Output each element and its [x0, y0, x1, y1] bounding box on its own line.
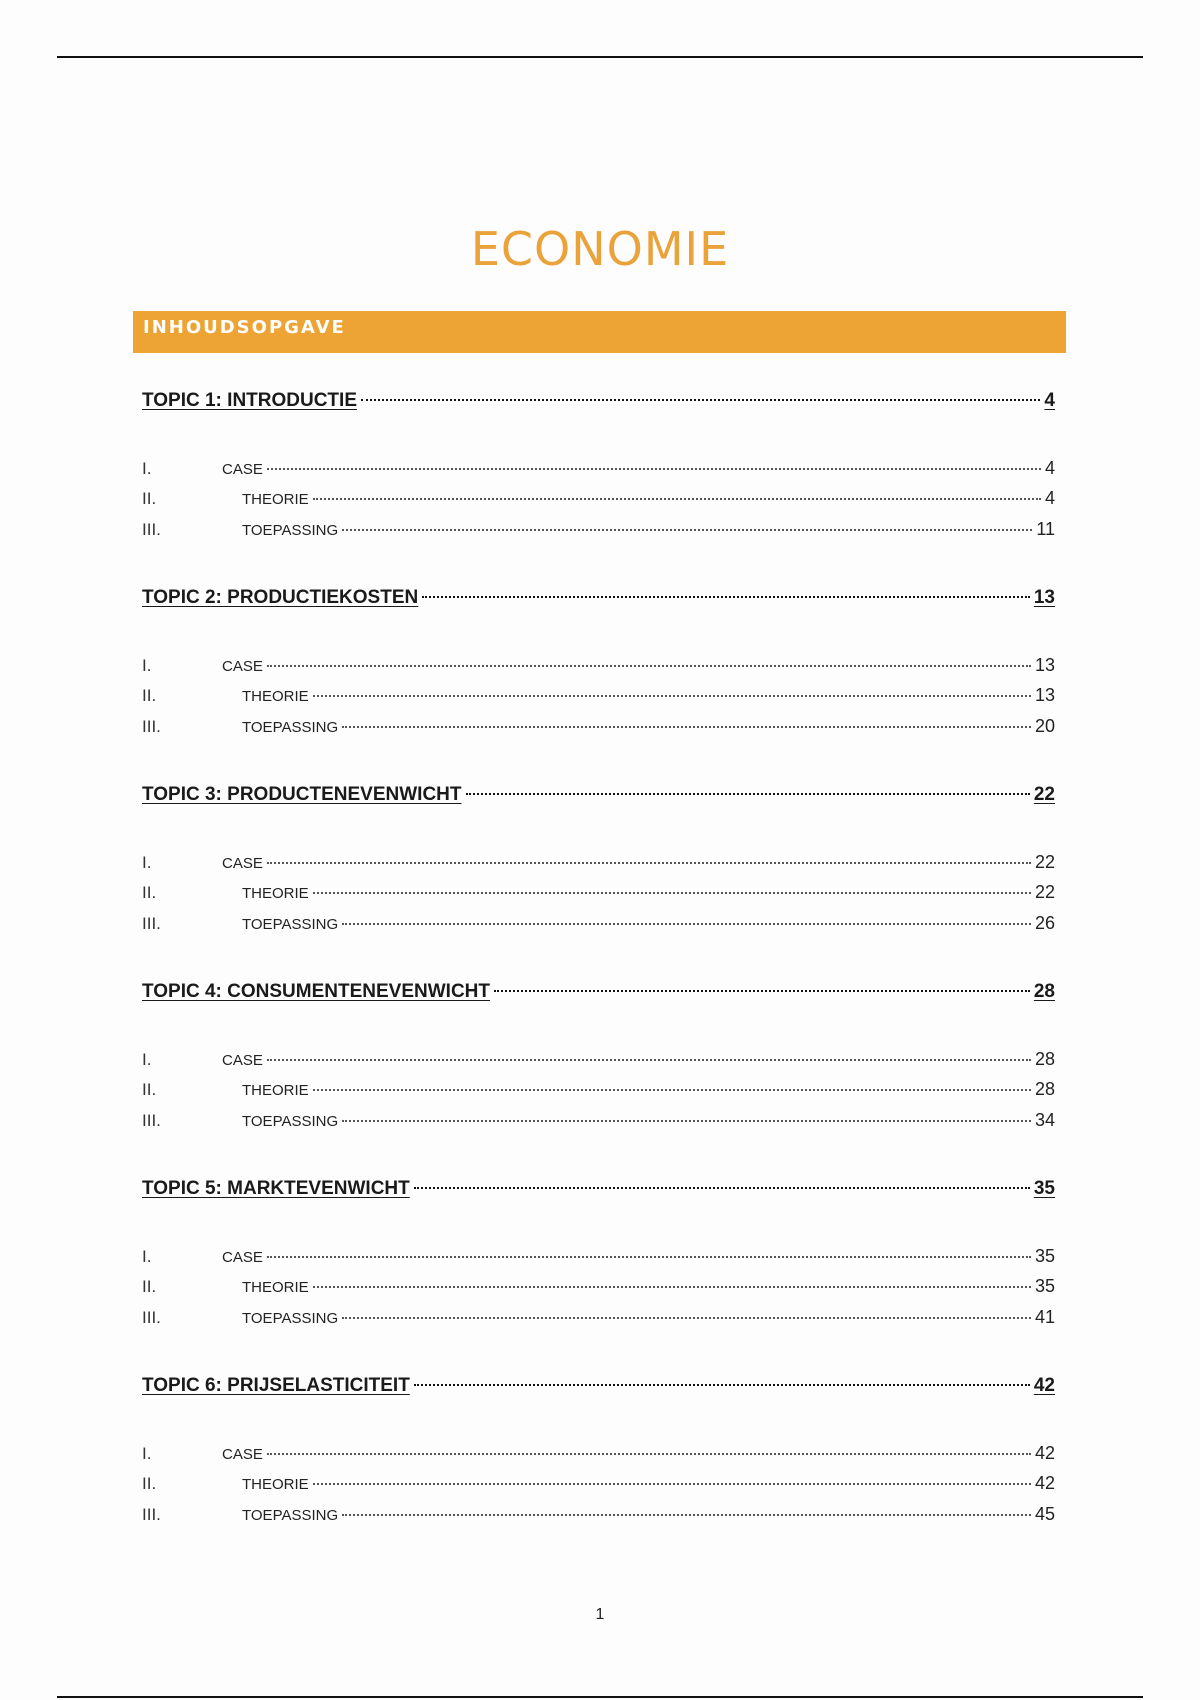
toc-sub-page: 35 [1034, 1276, 1055, 1296]
dot-leader [267, 468, 1041, 470]
toc-topic-page: 4 [1044, 390, 1055, 411]
toc-sub-page: 41 [1034, 1307, 1055, 1327]
toc-sub-entry[interactable] [142, 488, 1055, 509]
toc-sub-number: III. [142, 1505, 161, 1524]
toc-sub-page: 13 [1034, 655, 1055, 675]
dot-leader [414, 1187, 1030, 1189]
toc-sub-entry[interactable] [142, 1443, 1055, 1464]
dot-leader [267, 1256, 1031, 1258]
dot-leader [313, 1483, 1031, 1485]
toc-sub-number: II. [142, 686, 157, 705]
toc-sub-entry[interactable] [142, 852, 1055, 873]
toc-sub-label: CASE [222, 658, 263, 675]
toc-sub-number: I. [142, 459, 152, 478]
toc-sub-label: CASE [222, 855, 263, 872]
toc-topic-label: TOPIC 1: INTRODUCTIE [142, 390, 357, 411]
toc-topic-page: 35 [1033, 1178, 1055, 1199]
toc-sub-page: 34 [1034, 1110, 1055, 1130]
toc-sub-number: III. [142, 914, 161, 933]
dot-leader [267, 1453, 1031, 1455]
toc-sub-page: 4 [1044, 458, 1055, 478]
toc-sub-label: CASE [222, 1249, 263, 1266]
toc-topic-page: 28 [1033, 981, 1055, 1002]
toc-sub-page: 11 [1036, 519, 1055, 539]
toc-sub-number: I. [142, 1050, 152, 1069]
dot-leader [313, 498, 1041, 500]
toc-topic-entry[interactable] [142, 1375, 1055, 1397]
toc-sub-page: 13 [1034, 685, 1055, 705]
toc-topic-label: TOPIC 3: PRODUCTENEVENWICHT [142, 784, 462, 805]
dot-leader [342, 1514, 1031, 1516]
toc-sub-label: THEORIE [242, 1279, 309, 1296]
toc-topic-page: 22 [1033, 784, 1055, 805]
toc-sub-entry[interactable] [142, 655, 1055, 676]
dot-leader [267, 1059, 1031, 1061]
top-rule [57, 56, 1143, 58]
toc-sub-entry[interactable] [142, 1079, 1055, 1100]
toc-sub-label: THEORIE [242, 491, 309, 508]
toc-sub-number: II. [142, 1474, 157, 1493]
toc-sub-number: II. [142, 1080, 157, 1099]
toc-topic-label: TOPIC 2: PRODUCTIEKOSTEN [142, 587, 419, 608]
toc-sub-page: 35 [1034, 1246, 1055, 1266]
toc-heading: INHOUDSOPGAVE [133, 311, 1066, 353]
toc-sub-entry[interactable] [142, 1246, 1055, 1267]
toc-sub-number: II. [142, 489, 157, 508]
toc-sub-page: 28 [1034, 1049, 1055, 1069]
toc-sub-entry[interactable] [142, 458, 1055, 479]
toc-topic [142, 1375, 1055, 1572]
dot-leader [267, 862, 1031, 864]
dot-leader [422, 596, 1030, 598]
toc-sub-entry[interactable] [142, 1504, 1055, 1525]
toc-sub-entry[interactable] [142, 1307, 1055, 1328]
toc-sub-entry[interactable] [142, 1473, 1055, 1494]
page-number: 1 [595, 1606, 605, 1623]
dot-leader [313, 695, 1031, 697]
toc-sub-entry[interactable] [142, 716, 1055, 737]
toc-topic-label: TOPIC 6: PRIJSELASTICITEIT [142, 1375, 410, 1396]
toc-topic [142, 784, 1055, 981]
toc-sub-number: III. [142, 520, 161, 539]
dot-leader [342, 1317, 1031, 1319]
toc-sub-page: 22 [1034, 882, 1055, 902]
toc-topic-entry[interactable] [142, 1178, 1055, 1200]
toc-topic-entry[interactable] [142, 784, 1055, 806]
toc-sub-number: I. [142, 853, 152, 872]
toc-sub-label: THEORIE [242, 688, 309, 705]
toc-sub-label: TOEPASSING [242, 1113, 339, 1130]
toc-sub-page: 4 [1044, 488, 1055, 508]
toc-sub-page: 26 [1034, 913, 1055, 933]
toc-sub-label: CASE [222, 1052, 263, 1069]
dot-leader [342, 529, 1032, 531]
toc-topic-entry[interactable] [142, 587, 1055, 609]
toc-sub-number: II. [142, 1277, 157, 1296]
toc-sub-label: TOEPASSING [242, 522, 339, 539]
toc-sub-label: CASE [222, 461, 263, 478]
toc-topic-page: 42 [1033, 1375, 1055, 1396]
toc-sub-label: TOEPASSING [242, 1310, 339, 1327]
toc-sub-page: 20 [1034, 716, 1055, 736]
dot-leader [313, 1089, 1031, 1091]
toc-sub-number: III. [142, 717, 161, 736]
table-of-contents [142, 390, 1055, 1572]
dot-leader [466, 793, 1030, 795]
toc-sub-entry[interactable] [142, 1110, 1055, 1131]
toc-topic-entry[interactable] [142, 981, 1055, 1003]
toc-topic [142, 1178, 1055, 1375]
toc-sub-label: TOEPASSING [242, 916, 339, 933]
dot-leader [342, 726, 1031, 728]
toc-topic-label: TOPIC 4: CONSUMENTENEVENWICHT [142, 981, 491, 1002]
dot-leader [342, 923, 1031, 925]
toc-sub-label: TOEPASSING [242, 719, 339, 736]
toc-sub-entry[interactable] [142, 519, 1055, 540]
dot-leader [342, 1120, 1031, 1122]
toc-topic-label: TOPIC 5: MARKTEVENWICHT [142, 1178, 410, 1199]
toc-sub-page: 42 [1034, 1473, 1055, 1493]
toc-sub-page: 45 [1034, 1504, 1055, 1524]
toc-topic [142, 587, 1055, 784]
toc-sub-number: I. [142, 1247, 152, 1266]
toc-sub-label: THEORIE [242, 885, 309, 902]
dot-leader [313, 892, 1031, 894]
dot-leader [494, 990, 1030, 992]
toc-sub-label: THEORIE [242, 1476, 309, 1493]
bottom-rule [57, 1696, 1143, 1698]
dot-leader [361, 399, 1040, 401]
document-title: ECONOMIE [470, 222, 730, 276]
toc-sub-page: 28 [1034, 1079, 1055, 1099]
toc-sub-label: TOEPASSING [242, 1507, 339, 1524]
toc-topic [142, 981, 1055, 1178]
toc-sub-entry[interactable] [142, 1276, 1055, 1297]
toc-sub-page: 42 [1034, 1443, 1055, 1463]
toc-sub-entry[interactable] [142, 685, 1055, 706]
toc-topic-page: 13 [1033, 587, 1055, 608]
toc-sub-number: I. [142, 1444, 152, 1463]
toc-sub-number: III. [142, 1308, 161, 1327]
toc-sub-label: CASE [222, 1446, 263, 1463]
toc-sub-entry[interactable] [142, 913, 1055, 934]
toc-sub-number: III. [142, 1111, 161, 1130]
toc-sub-entry[interactable] [142, 1049, 1055, 1070]
dot-leader [267, 665, 1031, 667]
toc-sub-entry[interactable] [142, 882, 1055, 903]
toc-sub-number: I. [142, 656, 152, 675]
dot-leader [313, 1286, 1031, 1288]
toc-sub-page: 22 [1034, 852, 1055, 872]
toc-sub-number: II. [142, 883, 157, 902]
toc-sub-label: THEORIE [242, 1082, 309, 1099]
dot-leader [414, 1384, 1030, 1386]
toc-topic [142, 390, 1055, 587]
toc-topic-entry[interactable] [142, 390, 1055, 412]
